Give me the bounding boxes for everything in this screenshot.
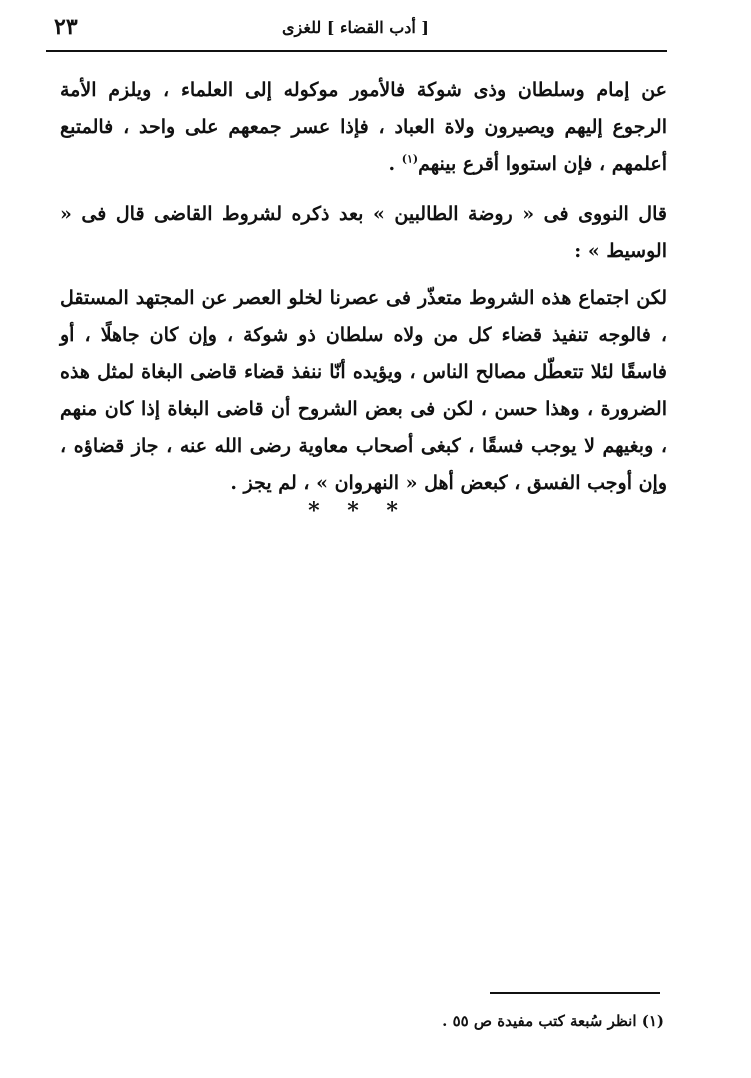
footnote-reference: (١)	[401, 152, 419, 166]
footnote-rule	[490, 992, 660, 994]
running-title: [ أدب القضاء ] للغزى	[282, 18, 429, 37]
paragraph-1	[60, 72, 667, 183]
paragraph-1-end: .	[388, 153, 402, 175]
page-header	[46, 12, 665, 42]
section-separator: * * *	[308, 498, 408, 524]
main-text	[60, 72, 667, 502]
footnote: (١) انظر سُبعة كتب مفيدة ص ٥٥ .	[442, 1012, 664, 1030]
header-rule	[46, 50, 667, 52]
page-number: ٢٣	[54, 14, 78, 40]
paragraph-1-text: عن إمام وسلطان وذى شوكة فالأمور موكوله إلى العلماء ، ويلزم الأمة الرجوع إليهم ويصيرون ولاة العباد ، فإذا عسر جمعهم على واحد ، فالمتبع أعلمهم ، فإن استووا أقرع بينهم	[60, 79, 667, 175]
paragraph-3: لكن اجتماع هذه الشروط متعذّر فى عصرنا لخلو العصر عن المجتهد المستقل ، فالوجه تنفيذ قضاء كل من ولاه سلطان ذو شوكة ، وإن كان جاهلًا ، أو فاسقًا لئلا تتعطّل مصالح الناس ، ويؤيده أنّا ننفذ قضاء قاضى البغاة لمثل هذه الضرورة ، وهذا حسن ، لكن فى بعض الشروح أن قاضى البغاة إذا كان منهم ، وبغيهم لا يوجب فسقًا ، كبغى أصحاب معاوية رضى الله عنه ، جاز قضاؤه ، وإن أوجب الفسق ، كبعض أهل « النهروان » ، لم يجز .	[60, 287, 667, 494]
paragraph-2: قال النووى فى « روضة الطالبين » بعد ذكره لشروط القاضى قال فى « الوسيط » :	[60, 203, 667, 262]
